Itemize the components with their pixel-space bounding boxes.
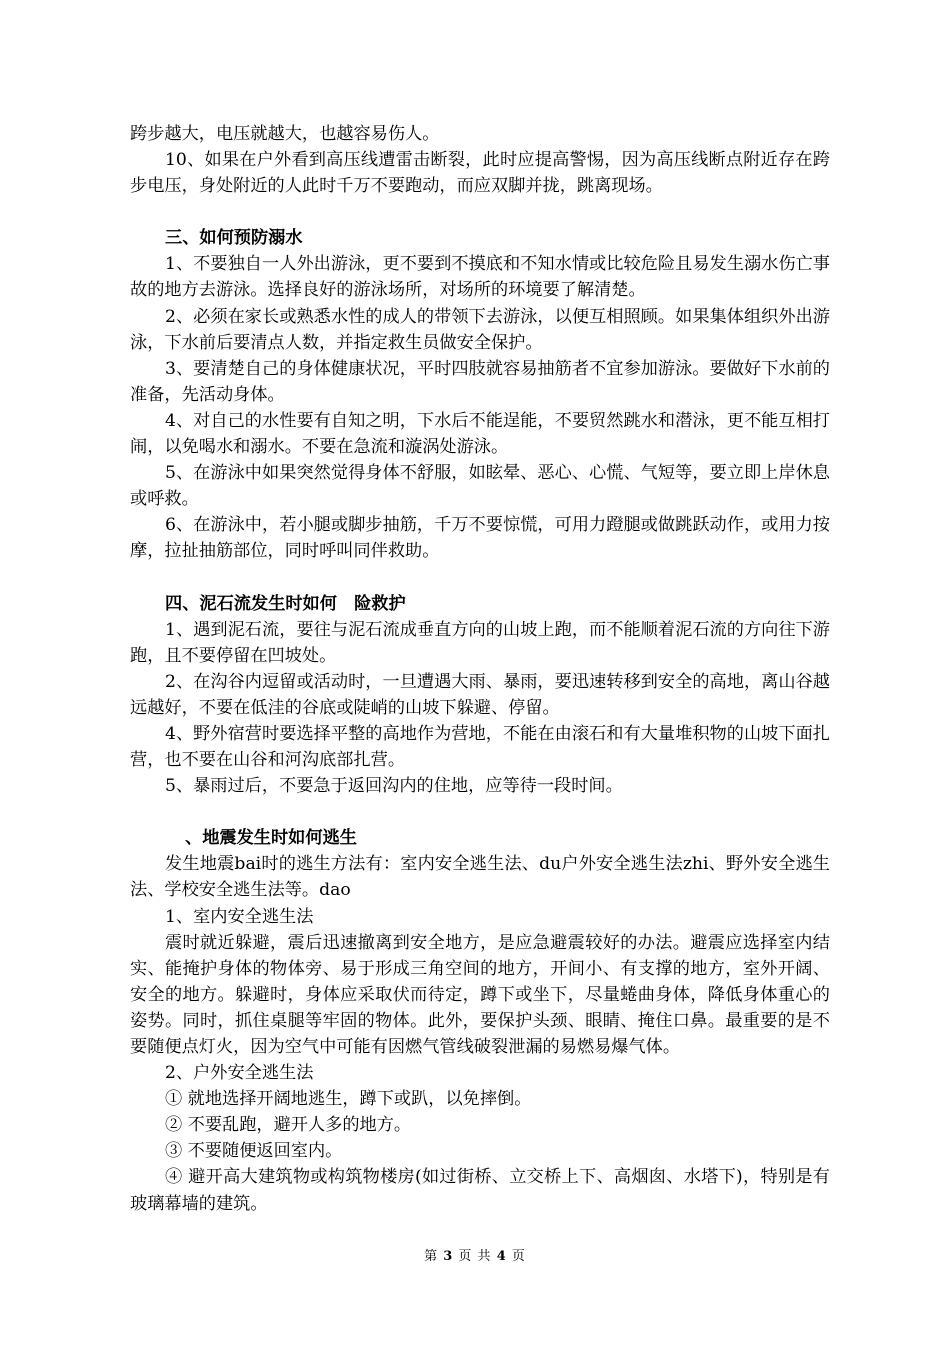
list-item: 4、对自己的水性要有自知之明，下水后不能逞能，不要贸然跳水和潜泳，更不能互相打闹，以免喝水和溺水。不要在急流和漩涡处游泳。 [130,410,830,458]
footer-middle: 页 共 [458,1249,492,1264]
list-item: 5、在游泳中如果突然觉得身体不舒服，如眩晕、恶心、心慌、气短等，要立即上岸休息或呼救。 [130,463,830,510]
spacer [130,565,830,591]
list-item: 5、暴雨过后，不要急于返回沟内的住地，应等待一段时间。 [165,776,623,797]
footer-suffix: 页 [511,1249,526,1264]
page-total: 4 [496,1249,507,1264]
list-item: 1、遇到泥石流，要往与泥石流成垂直方向的山坡上跑，而不能顺着泥石流的方向往下游跑，且不要停留在凹坡处。 [130,619,830,666]
paragraph: 震时就近躲避，震后迅速撤离到安全地方，是应急避震较好的办法。避震应选择室内结实、能掩护身体的物体旁、易于形成三角空间的地方，开间小、有支撑的地方，室外开阔、安全的地方。躲避时，身体应采取伏而待定，蹲下或坐下，尽量蜷曲身体，降低身体重心的姿势。同时，抓住桌腿等牢固的物体。此外，要保护头颈、眼睛、掩住口鼻。最重要的是不要随便点灯火，因为空气中可能有因燃气管线破裂泄漏的易燃易爆气体。 [130,932,830,1057]
page-footer [0,1249,950,1265]
subsection-title: 2、户外安全逃生法 [165,1063,314,1084]
paragraph: 发生地震bai时的逃生方法有：室内安全逃生法、du户外安全逃生法zhi、野外安全逃生法、学校安全逃生法等。dao [130,854,830,901]
list-item: ② 不要乱跑，避开人多的地方。 [165,1115,412,1136]
list-item: ③ 不要随便返回室内。 [165,1141,343,1162]
paragraph: 10、如果在户外看到高压线遭雷击断裂，此时应提高警惕，因为高压线断点附近存在跨步电压，身处附近的人此时千万不要跑动，而应双脚并拢，跳离现场。 [130,150,830,197]
list-item: 6、在游泳中，若小腿或脚步抽筋，千万不要惊慌，可用力蹬腿或做跳跃动作，或用力按摩，拉扯抽筋部位，同时呼叫同伴救助。 [130,515,830,562]
section-heading: 三、如何预防溺水 [165,228,303,249]
paragraph: 跨步越大，电压就越大，也越容易伤人。 [130,124,440,144]
list-item: 2、在沟谷内逗留或活动时，一旦遭遇大雨、暴雨，要迅速转移到安全的高地，离山谷越远越好，不要在低洼的谷底或陡峭的山坡下躲避、停留。 [130,671,830,718]
list-item: 1、不要独自一人外出游泳，更不要到不摸底和不知水情或比较危险且易发生溺水伤亡事故的地方去游泳。选择良好的游泳场所，对场所的环境要了解清楚。 [130,254,830,301]
list-item: 4、野外宿营时要选择平整的高地作为营地，不能在由滚石和有大量堆积物的山坡下面扎营，也不要在山谷和河沟底部扎营。 [130,723,830,771]
list-item: ① 就地选择开阔地逃生，蹲下或趴，以免摔倒。 [165,1089,532,1110]
section-heading: 四、泥石流发生时如何 险救护 [165,593,406,614]
spacer [130,799,830,825]
page-number: 3 [443,1249,454,1264]
document-body [130,121,830,1217]
footer-prefix: 第 [424,1249,439,1264]
list-item: 3、要清楚自己的身体健康状况，平时四肢就容易抽筋者不宜参加游泳。要做好下水前的准备，先活动身体。 [130,358,830,405]
subsection-title: 1、室内安全逃生法 [165,906,314,927]
list-item: ④ 避开高大建筑物或构筑物楼房(如过街桥、立交桥上下、高烟囱、水塔下)，特别是有玻璃幕墙的建筑。 [130,1167,830,1214]
section-heading: 、地震发生时如何逃生 [185,828,357,849]
spacer [130,199,830,225]
list-item: 2、必须在家长或熟悉水性的成人的带领下去游泳，以便互相照顾。如果集体组织外出游泳，下水前后要清点人数，并指定救生员做安全保护。 [130,306,830,353]
